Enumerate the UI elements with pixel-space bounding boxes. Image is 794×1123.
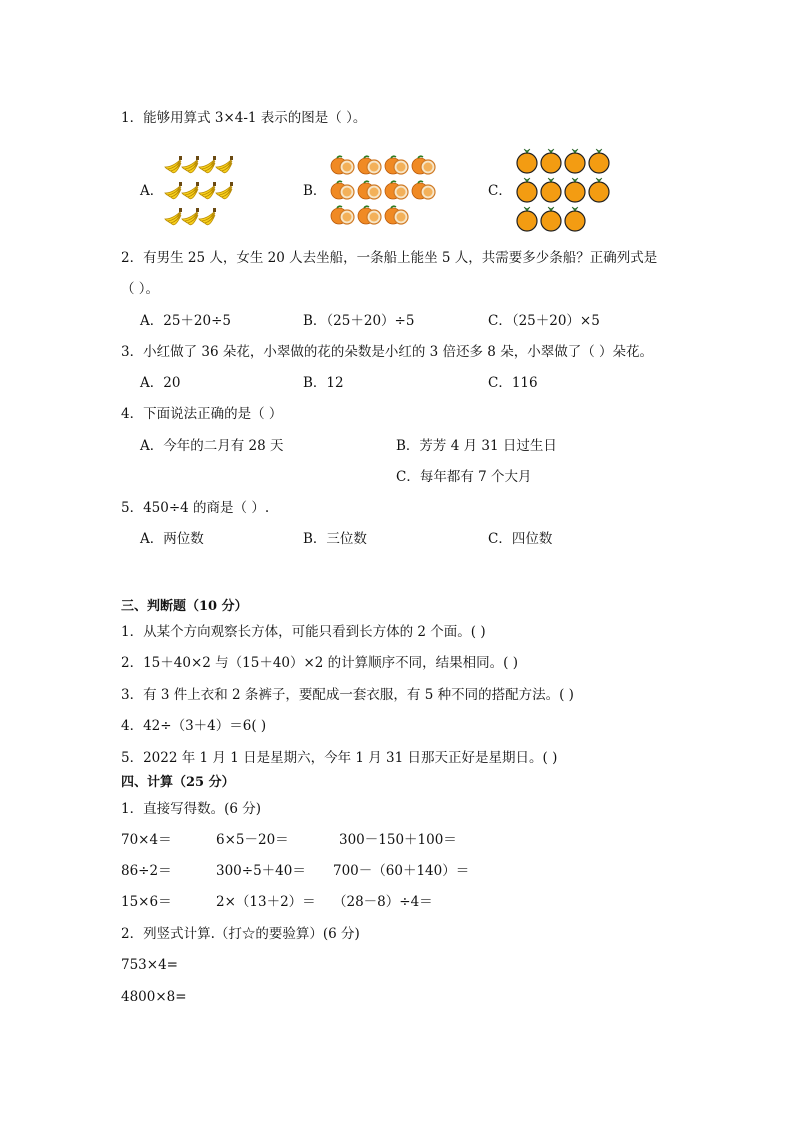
banana-bunch-icon <box>182 208 199 225</box>
q4-option-b: B．芳芳 4 月 31 日过生日 <box>396 438 557 454</box>
orange-fruit-icon <box>517 178 537 202</box>
calc-r3-c1: 15×6＝ <box>121 894 172 910</box>
q2-option-a: A．25＋20÷5 <box>140 313 232 329</box>
q3-option-b: B．12 <box>303 375 344 391</box>
orange-slice-icon <box>358 156 381 174</box>
q5-option-a: A．两位数 <box>140 531 204 547</box>
banana-bunch-icon <box>182 156 199 173</box>
calc-sub2: 2．列竖式计算.（打☆的要验算）(6 分) <box>121 926 360 942</box>
orange-slice-icon <box>331 156 354 174</box>
judge-item-5: 5．2022 年 1 月 1 日是星期六，今年 1 月 31 日那天正好是星期日。( ) <box>121 750 558 766</box>
banana-bunch-icon <box>216 156 233 173</box>
section3-title: 三、判断题（10 分） <box>121 599 248 614</box>
calc-r2-c2: 300÷5＋40＝ <box>216 863 306 879</box>
q3-stem: 3．小红做了 36 朵花，小翠做的花的朵数是小红的 3 倍还多 8 朵，小翠做了（ ）朵花。 <box>121 344 653 360</box>
q2-stem: 2．有男生 25 人，女生 20 人去坐船，一条船上能坐 5 人，共需要多少条船？正确列式是 <box>121 250 658 266</box>
orange-fruit-icon <box>565 178 585 202</box>
judge-item-3: 3．有 3 件上衣和 2 条裤子，要配成一套衣服，有 5 种不同的搭配方法。( ) <box>121 687 574 703</box>
orange-slice-icon <box>385 206 408 224</box>
orange-slice-icon <box>331 181 354 199</box>
orange-slice-icon <box>385 156 408 174</box>
banana-bunch-icon <box>199 156 216 173</box>
calc-r2-c1: 86÷2＝ <box>121 863 172 879</box>
calc-r3-c3: （28－8）÷4＝ <box>333 894 433 910</box>
calc-r1-c3: 300－150＋100＝ <box>339 832 457 848</box>
judge-item-2: 2．15＋40×2 与（15＋40）×2 的计算顺序不同，结果相同。( ) <box>121 655 519 671</box>
q1-option-a-label: A． <box>140 183 164 199</box>
q4-option-c: C．每年都有 7 个大月 <box>396 469 532 485</box>
orange-fruit-icon <box>589 149 609 173</box>
q2-stem-cont: （ ）。 <box>121 281 160 297</box>
q2-option-c: C．（25＋20）×5 <box>488 313 600 329</box>
banana-bunch-icon <box>199 208 216 225</box>
q2-option-b: B．（25＋20）÷5 <box>303 313 415 329</box>
orange-fruit-icon <box>541 178 561 202</box>
q1-figure-oranges <box>514 146 614 234</box>
banana-bunch-icon <box>165 156 182 173</box>
q1-option-b-label: B． <box>303 183 327 199</box>
orange-fruit-icon <box>517 149 537 173</box>
calc-r1-c2: 6×5－20＝ <box>216 832 289 848</box>
orange-fruit-icon <box>565 207 585 231</box>
orange-fruit-icon <box>541 149 561 173</box>
calc-r3-c2: 2×（13＋2）＝ <box>216 894 316 910</box>
orange-fruit-icon <box>517 207 537 231</box>
calc-r2-c3: 700－（60＋140）＝ <box>333 863 470 879</box>
judge-item-1: 1．从某个方向观察长方体，可能只看到长方体的 2 个面。( ) <box>121 624 486 640</box>
orange-slice-icon <box>331 206 354 224</box>
banana-bunch-icon <box>216 182 233 199</box>
q3-option-c: C．116 <box>488 375 538 391</box>
q3-option-a: A．20 <box>140 375 181 391</box>
banana-bunch-icon <box>165 182 182 199</box>
orange-slice-icon <box>412 181 435 199</box>
judge-item-4: 4．42÷（3＋4）＝6( ) <box>121 718 267 734</box>
banana-bunch-icon <box>199 182 216 199</box>
banana-bunch-icon <box>182 182 199 199</box>
orange-slice-icon <box>385 181 408 199</box>
vertical-calc-1: 753×4= <box>121 957 178 973</box>
q1-figure-orange-slices <box>326 151 442 227</box>
orange-fruit-icon <box>589 178 609 202</box>
orange-slice-icon <box>412 156 435 174</box>
q1-stem: 1．能够用算式 3×4-1 表示的图是（ ）。 <box>121 110 367 126</box>
q4-stem: 4．下面说法正确的是（ ） <box>121 406 283 422</box>
orange-slice-icon <box>358 181 381 199</box>
q5-option-b: B．三位数 <box>303 531 367 547</box>
calc-sub1: 1．直接写得数。(6 分) <box>121 801 262 817</box>
q1-option-c-label: C． <box>488 183 512 199</box>
q5-stem: 5．450÷4 的商是（ ）. <box>121 500 270 516</box>
q5-option-c: C．四位数 <box>488 531 553 547</box>
banana-bunch-icon <box>165 208 182 225</box>
q4-option-a: A．今年的二月有 28 天 <box>140 438 284 454</box>
orange-fruit-icon <box>565 149 585 173</box>
calc-r1-c1: 70×4＝ <box>121 832 172 848</box>
orange-fruit-icon <box>541 207 561 231</box>
vertical-calc-2: 4800×8= <box>121 989 187 1005</box>
orange-slice-icon <box>358 206 381 224</box>
q1-figure-bananas <box>162 149 234 231</box>
section4-title: 四、计算（25 分） <box>121 775 235 790</box>
